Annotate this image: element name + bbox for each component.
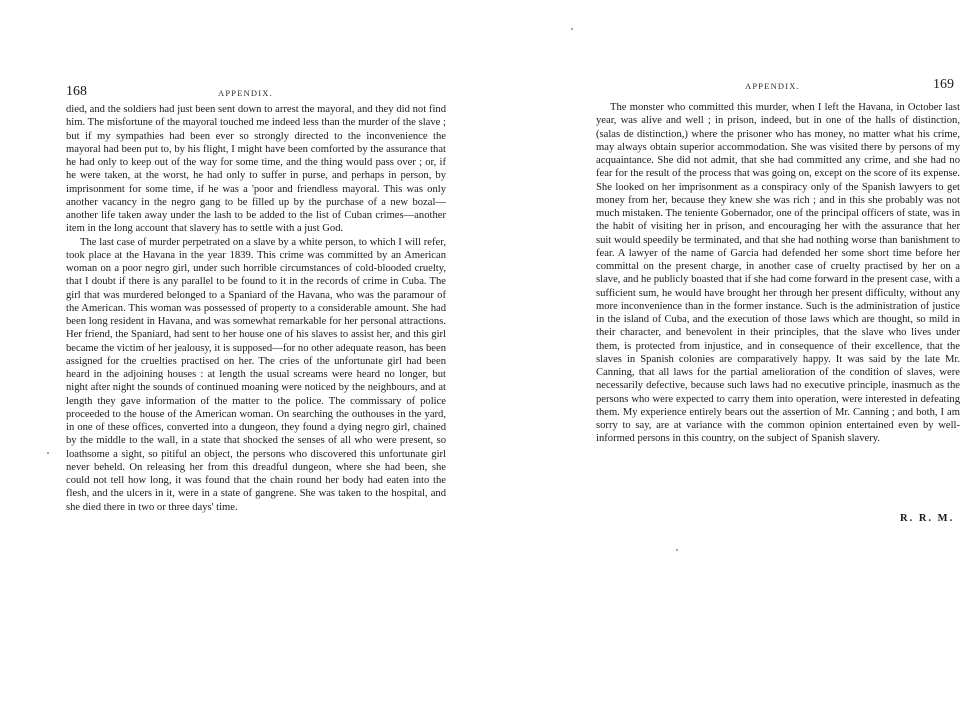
paper-speck bbox=[47, 452, 49, 454]
paragraph-left-1: died, and the soldiers had just been sent down to arrest the mayoral, and they did not find him. The misfortune of the mayoral touched me indeed less than the murder of the slave ; but if my sympathies had been ever so strongly directed to the inconvenience the mayoral had been put to, by his flight, I might have been comforted by the assurance that he had only to keep out of the way for some time, and the thing would pass over ; or, if he were taken, at the worst, he had only to suffer in purse, and perhaps in person, by imprisonment for some time, if he was a 'poor and friendless mayoral. This was only another vacancy in the negro gang to be filled up by the purchase of a new bozal—another life taken away under the lash to be added to the list of Cuban crimes—another item in the long account that slavery has to settle with a just God. bbox=[66, 104, 446, 235]
page-number-left: 168 bbox=[66, 84, 87, 99]
signature: R. R. M. bbox=[900, 513, 955, 524]
running-head-left: APPENDIX. bbox=[218, 88, 273, 98]
paragraph-left-2: The last case of murder perpetrated on a slave by a white person, to which I will refer, took place at the Havana in the year 1839. This crime was committed by an American woman on a poor negro girl, under such horrible circumstances of cold-blooded cruelty, that I doubt if there is any parallel to be found to it in the records of crime in Cuba. The girl that was murdered belonged to a Spaniard of the Havana, who was the paramour of the American. This woman was possessed of property to a considerable amount. She had been long resident in Havana, and was somewhat remarkable for her personal attractions. Her friend, the Spaniard, had sent to her house one of his slaves to assist her, and this girl became the victim of her jealousy, it is supposed—for no other adequate reason, has been assigned for the cruelties practised on her. The cries of the unfortunate girl had been heard in the adjoining houses : at length the usual screams were heard no longer, but night after night the sounds of continued moaning were noticed by the neighbours, and at length they gave information of the matter to the police. The commissary of police proceeded to the house of the American woman. On searching the outhouses in the yard, in one of these offices, converted into a dungeon, they found a dying negro girl, chained by the middle to the wall, in a state that shocked the senses of all who were present, so loathsome a sight, so pitiful an object, the persons who discovered this unfortunate girl never beheld. On releasing her from this dreadful dungeon, where she had been, she could not tell how long, it was found that the chain round her body had eaten into the flesh, and the ulcers in it, were in a state of gangrene. She was taken to the hospital, and she died there in two or three days' time. bbox=[66, 236, 446, 513]
body-text-left bbox=[66, 103, 446, 514]
right-page bbox=[490, 0, 980, 725]
page-number-right: 169 bbox=[933, 77, 954, 92]
paragraph-right-1: The monster who committed this murder, when I left the Havana, in October last year, was alive and well ; in prison, indeed, but in one of the halls of distinction, (salas de distinction,) where the prisoner who has money, no matter what his crime, may always obtain superior accommodation. She was visited there by persons of my acquaintance. She did not admit, that she had committed any crime, and she had no fear for the result of the process that was going on, except on the score of its expense. She looked on her imprisonment as a conspiracy only of the Spanish lawyers to get money from her, because they knew she was rich ; and in this she probably was not much mistaken. The teniente Gobernador, one of the principal officers of state, was in the habit of visiting her in prison, and encouraging her with the assurance that her suit would speedily be terminated, and that she had nothing worse than banishment to fear. A lawyer of the name of Garcia had defended her some short time before her committal on the present charge, in another case of cruelty practised by her on a slave, and he publicly boasted that if she had come forward in the present case, with a sufficient sum, he would have brought her through her present difficulty, without any more inconvenience than in the former instance. Such is the administration of justice in the island of Cuba, and the execution of those laws which are thought, so mild in their character, and benevolent in their principles, that the slave who lives under them, is protected from injustice, and in consequence of their excellence, that the slaves in Spanish colonies are comparatively happy. It was said by the late Mr. Canning, that all laws for the partial amelioration of the condition of slaves, were necessarily defective, because such laws had no executive principle, inasmuch as the persons who were expected to carry them into operation, were interested in defeating them. My experience entirely bears out the assertion of Mr. Canning ; and both, I am sorry to say, are at variance with the common opinion entertained even by well-informed persons in this country, on the subject of Spanish slavery. bbox=[596, 102, 960, 445]
paper-speck bbox=[571, 28, 573, 30]
running-head-right: APPENDIX. bbox=[745, 81, 800, 91]
paper-speck bbox=[676, 549, 678, 551]
body-text-right bbox=[596, 101, 960, 446]
